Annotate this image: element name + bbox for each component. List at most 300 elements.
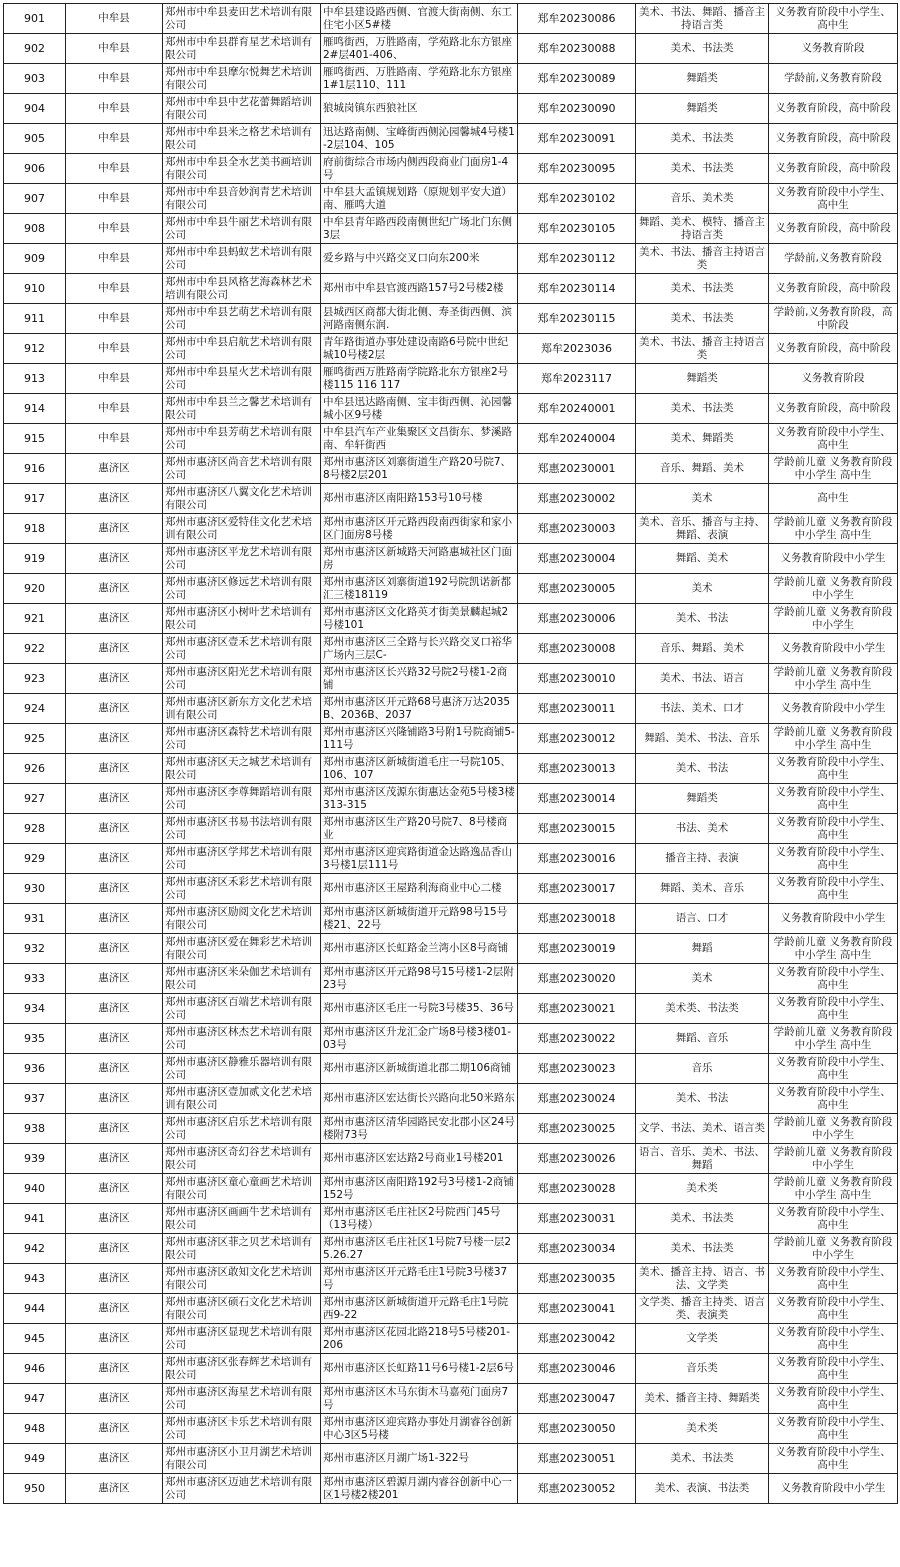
license-number: 郑惠20230024 xyxy=(518,1084,636,1114)
target-students: 义务教育阶段中小学生、高中生 xyxy=(769,1054,898,1084)
target-students: 义务教育阶段中小学生、高中生 xyxy=(769,1324,898,1354)
license-number: 郑惠20230021 xyxy=(518,994,636,1024)
institution-name: 郑州市惠济区小卫月湖艺术培训有限公司 xyxy=(163,1444,321,1474)
license-number: 郑惠20230035 xyxy=(518,1264,636,1294)
institution-name: 郑州市中牟县群育星艺术培训有限公司 xyxy=(163,34,321,64)
row-number: 910 xyxy=(4,274,66,304)
address: 郑州市惠济区碧源月湖内睿谷创新中心一区1号楼2楼201 xyxy=(321,1474,518,1504)
district: 中牟县 xyxy=(66,394,163,424)
address: 郑州市惠济区刘寨街道生产路20号院7、8号楼2层201 xyxy=(321,454,518,484)
target-students: 义务教育阶段中小学生 xyxy=(769,544,898,574)
district: 中牟县 xyxy=(66,304,163,334)
target-students: 学龄前儿童 义务教育阶段中小学生 高中生 xyxy=(769,724,898,754)
table-row xyxy=(4,4,898,34)
table-row xyxy=(4,844,898,874)
district: 惠济区 xyxy=(66,1414,163,1444)
table-row xyxy=(4,574,898,604)
table-row xyxy=(4,784,898,814)
training-category: 美术、书法 xyxy=(636,754,769,784)
address: 郑州市惠济区迎宾路街道金达路逸品香山3号楼1层111号 xyxy=(321,844,518,874)
table-row xyxy=(4,1384,898,1414)
address: 中牟县汽车产业集聚区文昌街东、梦溪路南、牟轩街西 xyxy=(321,424,518,454)
row-number: 949 xyxy=(4,1444,66,1474)
table-row xyxy=(4,1324,898,1354)
license-number: 郑惠20230005 xyxy=(518,574,636,604)
row-number: 940 xyxy=(4,1174,66,1204)
institution-name: 郑州市惠济区阳光艺术培训有限公司 xyxy=(163,664,321,694)
institution-name: 郑州市惠济区禾彩艺术培训有限公司 xyxy=(163,874,321,904)
table-row xyxy=(4,1114,898,1144)
table-row xyxy=(4,1294,898,1324)
table-row xyxy=(4,514,898,544)
table-row xyxy=(4,814,898,844)
row-number: 912 xyxy=(4,334,66,364)
license-number: 郑惠20230020 xyxy=(518,964,636,994)
district: 中牟县 xyxy=(66,424,163,454)
target-students: 义务教育阶段中小学生、高中生 xyxy=(769,994,898,1024)
license-number: 郑惠20230017 xyxy=(518,874,636,904)
target-students: 学龄前儿童 义务教育阶段中小学生 xyxy=(769,1234,898,1264)
training-category: 美术、书法类 xyxy=(636,304,769,334)
target-students: 义务教育阶段中小学生、高中生 xyxy=(769,424,898,454)
license-number: 郑惠20230001 xyxy=(518,454,636,484)
institution-name: 郑州市惠济区八翼文化艺术培训有限公司 xyxy=(163,484,321,514)
address: 郑州市惠济区开元路68号惠济万达2035B、2036B、2037 xyxy=(321,694,518,724)
training-category: 美术、表演、书法类 xyxy=(636,1474,769,1504)
address: 中牟县青年路西段南侧世纪广场北门东侧3层 xyxy=(321,214,518,244)
institution-name: 郑州市惠济区李尊舞蹈培训有限公司 xyxy=(163,784,321,814)
row-number: 907 xyxy=(4,184,66,214)
target-students: 学龄前儿童 义务教育阶段中小学生 xyxy=(769,1144,898,1174)
table-row xyxy=(4,1264,898,1294)
table-row xyxy=(4,994,898,1024)
district: 惠济区 xyxy=(66,1294,163,1324)
target-students: 学龄前儿童 义务教育阶段中小学生 高中生 xyxy=(769,514,898,544)
training-category: 美术、书法、播音主持语言类 xyxy=(636,244,769,274)
address: 府前街综合市场内侧西段商业门面房1-4号 xyxy=(321,154,518,184)
address: 郑州市中牟县官渡西路157号2号楼2楼 xyxy=(321,274,518,304)
address: 郑州市惠济区毛庄一号院3号楼35、36号 xyxy=(321,994,518,1024)
row-number: 942 xyxy=(4,1234,66,1264)
district: 惠济区 xyxy=(66,1444,163,1474)
address: 县城西区商都大街北侧、寿圣街西侧、滨河路南侧东润. xyxy=(321,304,518,334)
target-students: 义务教育阶段 xyxy=(769,34,898,64)
row-number: 924 xyxy=(4,694,66,724)
training-category: 音乐、舞蹈、美术 xyxy=(636,634,769,664)
training-category: 书法、美术、口才 xyxy=(636,694,769,724)
institution-name: 郑州市中牟县兰之馨艺术培训有限公司 xyxy=(163,394,321,424)
address: 郑州市惠济区花园北路218号5号楼201-206 xyxy=(321,1324,518,1354)
table-row xyxy=(4,664,898,694)
address: 狼城岗镇东西狼社区 xyxy=(321,94,518,124)
table-row xyxy=(4,724,898,754)
address: 郑州市惠济区宏达街长兴路向北50米路东 xyxy=(321,1084,518,1114)
institution-name: 郑州市中牟县牛丽艺术培训有限公司 xyxy=(163,214,321,244)
table-row xyxy=(4,1234,898,1264)
license-number: 郑惠20230008 xyxy=(518,634,636,664)
table-row xyxy=(4,604,898,634)
address: 迅达路南侧、宝峰街西侧沁园馨城4号楼1-2层104、105 xyxy=(321,124,518,154)
institution-name: 郑州市中牟县启航艺术培训有限公司 xyxy=(163,334,321,364)
district: 惠济区 xyxy=(66,934,163,964)
license-number: 郑惠20230012 xyxy=(518,724,636,754)
license-number: 郑牟20230105 xyxy=(518,214,636,244)
training-category: 语言、口才 xyxy=(636,904,769,934)
license-number: 郑惠20230051 xyxy=(518,1444,636,1474)
table-row xyxy=(4,1084,898,1114)
table-row xyxy=(4,214,898,244)
row-number: 903 xyxy=(4,64,66,94)
table-row xyxy=(4,364,898,394)
district: 惠济区 xyxy=(66,874,163,904)
row-number: 931 xyxy=(4,904,66,934)
district: 惠济区 xyxy=(66,814,163,844)
target-students: 义务教育阶段中小学生 xyxy=(769,904,898,934)
license-number: 郑惠20230018 xyxy=(518,904,636,934)
institution-name: 郑州市中牟县星火艺术培训有限公司 xyxy=(163,364,321,394)
district: 惠济区 xyxy=(66,1024,163,1054)
license-number: 郑惠20230004 xyxy=(518,544,636,574)
target-students: 义务教育阶段中小学生 xyxy=(769,694,898,724)
row-number: 937 xyxy=(4,1084,66,1114)
district: 惠济区 xyxy=(66,994,163,1024)
license-number: 郑惠20230023 xyxy=(518,1054,636,1084)
institution-name: 郑州市惠济区书易书法培训有限公司 xyxy=(163,814,321,844)
table-row xyxy=(4,874,898,904)
license-number: 郑牟20230095 xyxy=(518,154,636,184)
target-students: 义务教育阶段，高中阶段 xyxy=(769,394,898,424)
table-row xyxy=(4,1414,898,1444)
district: 中牟县 xyxy=(66,244,163,274)
address: 郑州市惠济区南阳路153号10号楼 xyxy=(321,484,518,514)
row-number: 917 xyxy=(4,484,66,514)
table-row xyxy=(4,634,898,664)
table-row xyxy=(4,1054,898,1084)
table-row xyxy=(4,94,898,124)
target-students: 学龄前儿童 义务教育阶段中小学生 高中生 xyxy=(769,1174,898,1204)
row-number: 922 xyxy=(4,634,66,664)
table-row xyxy=(4,34,898,64)
target-students: 义务教育阶段，高中阶段 xyxy=(769,124,898,154)
license-number: 郑牟2023117 xyxy=(518,364,636,394)
row-number: 939 xyxy=(4,1144,66,1174)
target-students: 学龄前儿童 义务教育阶段中小学生 xyxy=(769,574,898,604)
license-number: 郑牟20230091 xyxy=(518,124,636,154)
address: 郑州市惠济区开元路西段南西街家和家小区门面房8号楼 xyxy=(321,514,518,544)
address: 郑州市惠济区长虹路11号6号楼1-2层6号 xyxy=(321,1354,518,1384)
row-number: 932 xyxy=(4,934,66,964)
address: 郑州市惠济区兴隆铺路3号附1号院商铺5-111号 xyxy=(321,724,518,754)
address: 郑州市惠济区长兴路32号院2号楼1-2商铺 xyxy=(321,664,518,694)
institution-name: 郑州市惠济区启乐艺术培训有限公司 xyxy=(163,1114,321,1144)
row-number: 926 xyxy=(4,754,66,784)
table-body xyxy=(4,4,898,1504)
target-students: 义务教育阶段中小学生、高中生 xyxy=(769,844,898,874)
row-number: 935 xyxy=(4,1024,66,1054)
license-number: 郑惠20230006 xyxy=(518,604,636,634)
target-students: 义务教育阶段中小学生、高中生 xyxy=(769,1384,898,1414)
address: 郑州市惠济区月湖广场1-322号 xyxy=(321,1444,518,1474)
district: 中牟县 xyxy=(66,364,163,394)
row-number: 948 xyxy=(4,1414,66,1444)
license-number: 郑牟20240004 xyxy=(518,424,636,454)
row-number: 928 xyxy=(4,814,66,844)
row-number: 934 xyxy=(4,994,66,1024)
target-students: 学龄前儿童 义务教育阶段中小学生 高中生 xyxy=(769,664,898,694)
license-number: 郑牟20230086 xyxy=(518,4,636,34)
institution-name: 郑州市中牟县风格艺海森林艺术培训有限公司 xyxy=(163,274,321,304)
target-students: 学龄前儿童 义务教育阶段中小学生 xyxy=(769,604,898,634)
target-students: 义务教育阶段中小学生 xyxy=(769,634,898,664)
address: 中牟县大孟镇规划路（原规划平安大道）南、雁鸣大道 xyxy=(321,184,518,214)
district: 中牟县 xyxy=(66,124,163,154)
training-category: 美术类 xyxy=(636,1414,769,1444)
license-number: 郑惠20230042 xyxy=(518,1324,636,1354)
license-number: 郑牟20230088 xyxy=(518,34,636,64)
table-row xyxy=(4,694,898,724)
target-students: 学龄前,义务教育阶段 xyxy=(769,64,898,94)
row-number: 908 xyxy=(4,214,66,244)
license-number: 郑惠20230019 xyxy=(518,934,636,964)
target-students: 学龄前儿童 义务教育阶段中小学生 高中生 xyxy=(769,1024,898,1054)
institution-name: 郑州市惠济区学邦艺术培训有限公司 xyxy=(163,844,321,874)
training-category: 播音主持、表演 xyxy=(636,844,769,874)
training-category: 舞蹈 xyxy=(636,934,769,964)
address: 郑州市惠济区新城街道开元路毛庄1号院西9-22 xyxy=(321,1294,518,1324)
target-students: 义务教育阶段中小学生、高中生 xyxy=(769,1354,898,1384)
target-students: 义务教育阶段中小学生 xyxy=(769,1474,898,1504)
row-number: 946 xyxy=(4,1354,66,1384)
row-number: 904 xyxy=(4,94,66,124)
table-row xyxy=(4,1444,898,1474)
table-row xyxy=(4,304,898,334)
target-students: 学龄前儿童 义务教育阶段中小学生 高中生 xyxy=(769,454,898,484)
table-row xyxy=(4,1024,898,1054)
training-category: 美术、书法类 xyxy=(636,1204,769,1234)
institution-name: 郑州市惠济区新东方文化艺术培训有限公司 xyxy=(163,694,321,724)
address: 郑州市惠济区茂源东街惠达金苑5号楼3楼313-315 xyxy=(321,784,518,814)
row-number: 925 xyxy=(4,724,66,754)
training-category: 文学类、播音主持类、语言类、表演类 xyxy=(636,1294,769,1324)
district: 惠济区 xyxy=(66,784,163,814)
address: 郑州市惠济区生产路20号院7、8号楼商业 xyxy=(321,814,518,844)
license-number: 郑牟20230115 xyxy=(518,304,636,334)
license-number: 郑牟2023036 xyxy=(518,334,636,364)
training-category: 舞蹈、音乐 xyxy=(636,1024,769,1054)
table-row xyxy=(4,1204,898,1234)
district: 惠济区 xyxy=(66,694,163,724)
target-students: 义务教育阶段中小学生、高中生 xyxy=(769,814,898,844)
table-row xyxy=(4,424,898,454)
institution-name: 郑州市中牟县蚂蚁艺术培训有限公司 xyxy=(163,244,321,274)
training-category: 美术、书法类 xyxy=(636,124,769,154)
address: 中牟县迅达路南侧、宝丰街西侧、沁园馨城小区9号楼 xyxy=(321,394,518,424)
address: 郑州市惠济区升龙汇金广场8号楼3楼01-03号 xyxy=(321,1024,518,1054)
institution-name: 郑州市中牟县摩尔悦舞艺术培训有限公司 xyxy=(163,64,321,94)
license-number: 郑惠20230050 xyxy=(518,1414,636,1444)
institution-name: 郑州市惠济区海星艺术培训有限公司 xyxy=(163,1384,321,1414)
institution-name: 郑州市中牟县芳萌艺术培训有限公司 xyxy=(163,424,321,454)
address: 青年路街道办事处建设南路6号院中世纪城10号楼2层 xyxy=(321,334,518,364)
target-students: 高中生 xyxy=(769,484,898,514)
table-row xyxy=(4,64,898,94)
target-students: 义务教育阶段中小学生、高中生 xyxy=(769,874,898,904)
institution-registry-table xyxy=(3,3,898,1504)
district: 惠济区 xyxy=(66,1204,163,1234)
target-students: 义务教育阶段中小学生、高中生 xyxy=(769,1294,898,1324)
district: 中牟县 xyxy=(66,94,163,124)
district: 惠济区 xyxy=(66,1174,163,1204)
row-number: 914 xyxy=(4,394,66,424)
address: 郑州市惠济区王屋路利海商业中心二楼 xyxy=(321,874,518,904)
address: 郑州市惠济区清华园路民安北郡小区24号楼附73号 xyxy=(321,1114,518,1144)
row-number: 943 xyxy=(4,1264,66,1294)
row-number: 936 xyxy=(4,1054,66,1084)
row-number: 902 xyxy=(4,34,66,64)
license-number: 郑牟20230090 xyxy=(518,94,636,124)
table-row xyxy=(4,334,898,364)
training-category: 文学类 xyxy=(636,1324,769,1354)
license-number: 郑惠20230041 xyxy=(518,1294,636,1324)
address: 郑州市惠济区文化路英才街美景麟起城2号楼101 xyxy=(321,604,518,634)
institution-name: 郑州市中牟县米之格艺术培训有限公司 xyxy=(163,124,321,154)
license-number: 郑惠20230011 xyxy=(518,694,636,724)
institution-name: 郑州市惠济区平龙艺术培训有限公司 xyxy=(163,544,321,574)
district: 中牟县 xyxy=(66,4,163,34)
row-number: 947 xyxy=(4,1384,66,1414)
license-number: 郑惠20230034 xyxy=(518,1234,636,1264)
target-students: 义务教育阶段中小学生、高中生 xyxy=(769,1204,898,1234)
district: 惠济区 xyxy=(66,1354,163,1384)
institution-name: 郑州市惠济区显现艺术培训有限公司 xyxy=(163,1324,321,1354)
row-number: 933 xyxy=(4,964,66,994)
institution-name: 郑州市惠济区天之城艺术培训有限公司 xyxy=(163,754,321,784)
license-number: 郑惠20230010 xyxy=(518,664,636,694)
table-row xyxy=(4,184,898,214)
institution-name: 郑州市中牟县音妙润青艺术培训有限公司 xyxy=(163,184,321,214)
district: 惠济区 xyxy=(66,1474,163,1504)
target-students: 学龄前,义务教育阶段 xyxy=(769,244,898,274)
license-number: 郑惠20230003 xyxy=(518,514,636,544)
table-row xyxy=(4,274,898,304)
district: 惠济区 xyxy=(66,544,163,574)
district: 惠济区 xyxy=(66,904,163,934)
address: 郑州市惠济区开元路98号15号楼1-2层附23号 xyxy=(321,964,518,994)
institution-name: 郑州市惠济区静雅乐器培训有限公司 xyxy=(163,1054,321,1084)
district: 惠济区 xyxy=(66,1234,163,1264)
institution-name: 郑州市惠济区卡乐艺术培训有限公司 xyxy=(163,1414,321,1444)
institution-name: 郑州市惠济区米朵伽艺术培训有限公司 xyxy=(163,964,321,994)
target-students: 义务教育阶段中小学生、高中生 xyxy=(769,1264,898,1294)
table-row xyxy=(4,394,898,424)
district: 惠济区 xyxy=(66,1144,163,1174)
row-number: 921 xyxy=(4,604,66,634)
target-students: 义务教育阶段中小学生、高中生 xyxy=(769,754,898,784)
address: 郑州市惠济区宏达路2号商业1号楼201 xyxy=(321,1144,518,1174)
institution-name: 郑州市惠济区壹禾艺术培训有限公司 xyxy=(163,634,321,664)
training-category: 美术、书法、语言 xyxy=(636,664,769,694)
training-category: 美术、书法类 xyxy=(636,34,769,64)
district: 惠济区 xyxy=(66,634,163,664)
training-category: 美术、书法 xyxy=(636,1084,769,1114)
target-students: 义务教育阶段中小学生、高中生 xyxy=(769,1444,898,1474)
license-number: 郑牟20230112 xyxy=(518,244,636,274)
district: 惠济区 xyxy=(66,724,163,754)
address: 郑州市惠济区长虹路金兰湾小区8号商铺 xyxy=(321,934,518,964)
institution-name: 郑州市惠济区尚音艺术培训有限公司 xyxy=(163,454,321,484)
table-row xyxy=(4,1354,898,1384)
license-number: 郑惠20230016 xyxy=(518,844,636,874)
district: 中牟县 xyxy=(66,214,163,244)
target-students: 义务教育阶段中小学生、高中生 xyxy=(769,1084,898,1114)
training-category: 舞蹈类 xyxy=(636,784,769,814)
training-category: 舞蹈、美术、模特、播音主持语言类 xyxy=(636,214,769,244)
target-students: 义务教育阶段，高中阶段 xyxy=(769,214,898,244)
license-number: 郑惠20230046 xyxy=(518,1354,636,1384)
table-row xyxy=(4,904,898,934)
institution-name: 郑州市惠济区修远艺术培训有限公司 xyxy=(163,574,321,604)
row-number: 916 xyxy=(4,454,66,484)
address: 郑州市惠济区新城街道北郡二期106商铺 xyxy=(321,1054,518,1084)
training-category: 美术、书法、舞蹈、播音主持语言类 xyxy=(636,4,769,34)
row-number: 911 xyxy=(4,304,66,334)
table-row xyxy=(4,934,898,964)
license-number: 郑惠20230028 xyxy=(518,1174,636,1204)
address: 爱乡路与中兴路交叉口向东200米 xyxy=(321,244,518,274)
institution-name: 郑州市惠济区画画牛艺术培训有限公司 xyxy=(163,1204,321,1234)
row-number: 918 xyxy=(4,514,66,544)
table-row xyxy=(4,964,898,994)
training-category: 舞蹈、美术 xyxy=(636,544,769,574)
institution-name: 郑州市惠济区迈迪艺术培训有限公司 xyxy=(163,1474,321,1504)
license-number: 郑牟20240001 xyxy=(518,394,636,424)
district: 惠济区 xyxy=(66,514,163,544)
institution-name: 郑州市惠济区硕石文化艺术培训有限公司 xyxy=(163,1294,321,1324)
institution-name: 郑州市惠济区爱在舞彩艺术培训有限公司 xyxy=(163,934,321,964)
address: 郑州市惠济区开元路毛庄1号院3号楼37号 xyxy=(321,1264,518,1294)
training-category: 美术、书法类 xyxy=(636,394,769,424)
training-category: 美术、播音主持、舞蹈类 xyxy=(636,1384,769,1414)
district: 中牟县 xyxy=(66,64,163,94)
table-row xyxy=(4,124,898,154)
training-category: 音乐、舞蹈、美术 xyxy=(636,454,769,484)
training-category: 美术 xyxy=(636,574,769,604)
license-number: 郑惠20230052 xyxy=(518,1474,636,1504)
license-number: 郑惠20230022 xyxy=(518,1024,636,1054)
training-category: 美术、书法、播音主持语言类 xyxy=(636,334,769,364)
institution-name: 郑州市惠济区壹加贰文化艺术培训有限公司 xyxy=(163,1084,321,1114)
table-row xyxy=(4,1144,898,1174)
district: 惠济区 xyxy=(66,1324,163,1354)
row-number: 909 xyxy=(4,244,66,274)
training-category: 美术、书法 xyxy=(636,604,769,634)
district: 中牟县 xyxy=(66,334,163,364)
institution-name: 郑州市惠济区敢知文化艺术培训有限公司 xyxy=(163,1264,321,1294)
row-number: 919 xyxy=(4,544,66,574)
district: 惠济区 xyxy=(66,484,163,514)
row-number: 950 xyxy=(4,1474,66,1504)
district: 中牟县 xyxy=(66,184,163,214)
row-number: 929 xyxy=(4,844,66,874)
address: 郑州市惠济区毛庄社区2号院西门45号（13号楼） xyxy=(321,1204,518,1234)
institution-name: 郑州市惠济区小树叶艺术培训有限公司 xyxy=(163,604,321,634)
training-category: 音乐、美术类 xyxy=(636,184,769,214)
target-students: 义务教育阶段中小学生、高中生 xyxy=(769,784,898,814)
target-students: 义务教育阶段，高中阶段 xyxy=(769,154,898,184)
institution-name: 郑州市惠济区童心童画艺术培训有限公司 xyxy=(163,1174,321,1204)
district: 惠济区 xyxy=(66,1054,163,1084)
district: 中牟县 xyxy=(66,274,163,304)
